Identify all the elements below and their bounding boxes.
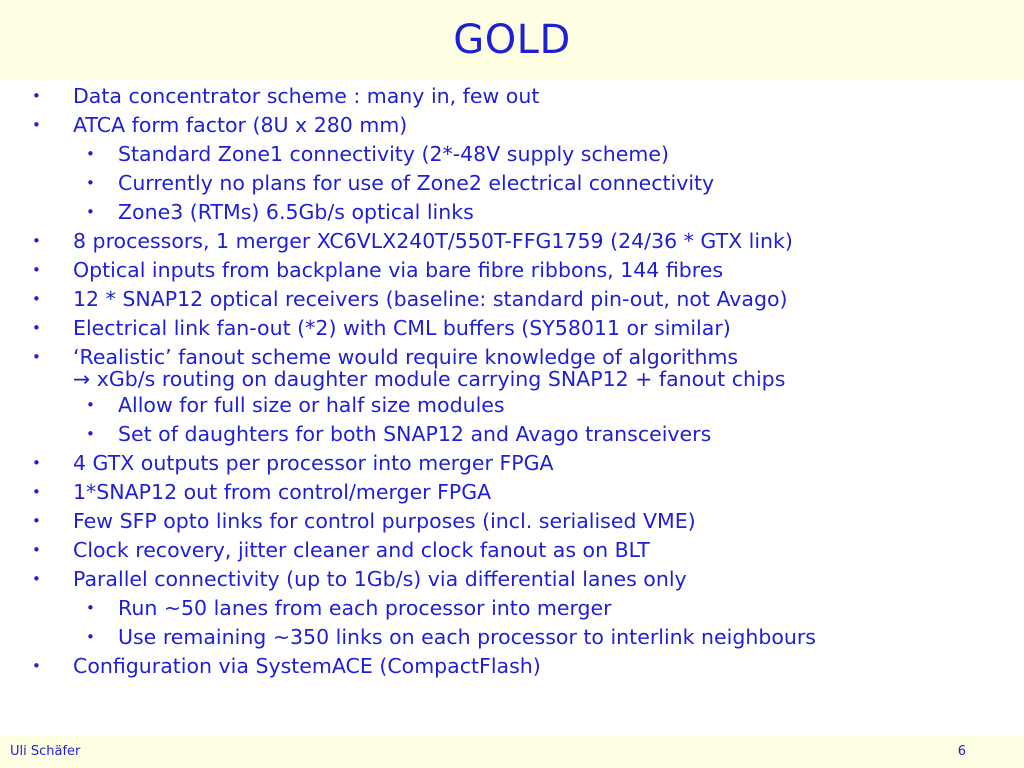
bullet-dot-icon: • bbox=[32, 454, 41, 472]
bullet-item bbox=[0, 82, 1024, 111]
bullet-dot-icon: • bbox=[32, 261, 41, 279]
bullet-dot-icon: • bbox=[32, 232, 41, 250]
bullet-dot-icon: • bbox=[32, 483, 41, 501]
bullet-dot-icon: • bbox=[32, 541, 41, 559]
bullet-item bbox=[0, 652, 1024, 681]
bullet-item bbox=[0, 343, 1024, 391]
bullet-list bbox=[0, 82, 1024, 681]
bullet-text: 12 * SNAP12 optical receivers (baseline: standard pin-out, not Avago) bbox=[73, 287, 788, 311]
sub-bullet-item bbox=[0, 391, 1024, 420]
bullet-text: Standard Zone1 connectivity (2*-48V supply scheme) bbox=[118, 142, 669, 166]
bullet-dot-icon: • bbox=[32, 290, 41, 308]
sub-bullet-item bbox=[0, 594, 1024, 623]
bullet-text: ‘Realistic’ fanout scheme would require knowledge of algorithms bbox=[73, 345, 739, 369]
bullet-text: 4 GTX outputs per processor into merger FPGA bbox=[73, 451, 554, 475]
bullet-item bbox=[0, 565, 1024, 594]
bullet-text: Data concentrator scheme : many in, few out bbox=[73, 84, 540, 108]
sub-bullet-item bbox=[0, 140, 1024, 169]
bullet-text: Allow for full size or half size modules bbox=[118, 393, 505, 417]
sub-bullet-item bbox=[0, 623, 1024, 652]
bullet-dot-icon: • bbox=[32, 116, 41, 134]
bullet-text: Optical inputs from backplane via bare fibre ribbons, 144 fibres bbox=[73, 258, 724, 282]
sub-bullet-item bbox=[0, 198, 1024, 227]
bullet-item bbox=[0, 227, 1024, 256]
bullet-text: Parallel connectivity (up to 1Gb/s) via differential lanes only bbox=[73, 567, 687, 591]
bullet-dot-icon: • bbox=[32, 319, 41, 337]
bullet-text: 1*SNAP12 out from control/merger FPGA bbox=[73, 480, 492, 504]
bullet-dot-icon: • bbox=[32, 348, 41, 366]
bullet-text: Currently no plans for use of Zone2 electrical connectivity bbox=[118, 171, 715, 195]
bullet-dot-icon: • bbox=[32, 87, 41, 105]
bullet-item bbox=[0, 111, 1024, 140]
footer-band bbox=[0, 736, 1024, 768]
bullet-text: ATCA form factor (8U x 280 mm) bbox=[73, 113, 408, 137]
bullet-dot-icon: • bbox=[32, 512, 41, 530]
bullet-continuation: → xGb/s routing on daughter module carrying SNAP12 + fanout chips bbox=[73, 367, 786, 391]
bullet-text: 8 processors, 1 merger XC6VLX240T/550T-FFG1759 (24/36 * GTX link) bbox=[73, 229, 793, 253]
bullet-text: Electrical link fan-out (*2) with CML buffers (SY58011 or similar) bbox=[73, 316, 731, 340]
bullet-item bbox=[0, 507, 1024, 536]
bullet-dot-icon: • bbox=[86, 396, 95, 414]
sub-bullet-item bbox=[0, 420, 1024, 449]
bullet-item bbox=[0, 536, 1024, 565]
bullet-dot-icon: • bbox=[32, 570, 41, 588]
bullet-dot-icon: • bbox=[86, 628, 95, 646]
bullet-text: Zone3 (RTMs) 6.5Gb/s optical links bbox=[118, 200, 474, 224]
bullet-text: Clock recovery, jitter cleaner and clock fanout as on BLT bbox=[73, 538, 650, 562]
bullet-dot-icon: • bbox=[86, 203, 95, 221]
bullet-text: Run ~50 lanes from each processor into merger bbox=[118, 596, 612, 620]
sub-bullet-item bbox=[0, 169, 1024, 198]
page-number: 6 bbox=[957, 744, 966, 759]
bullet-dot-icon: • bbox=[86, 425, 95, 443]
bullet-text: Set of daughters for both SNAP12 and Avago transceivers bbox=[118, 422, 712, 446]
footer-author: Uli Schäfer bbox=[10, 744, 81, 759]
bullet-text: Few SFP opto links for control purposes (incl. serialised VME) bbox=[73, 509, 696, 533]
bullet-item bbox=[0, 449, 1024, 478]
bullet-dot-icon: • bbox=[32, 657, 41, 675]
slide-title: GOLD bbox=[453, 17, 571, 63]
bullet-item bbox=[0, 285, 1024, 314]
bullet-item bbox=[0, 256, 1024, 285]
bullet-dot-icon: • bbox=[86, 599, 95, 617]
bullet-dot-icon: • bbox=[86, 145, 95, 163]
bullet-text: Use remaining ~350 links on each processor to interlink neighbours bbox=[118, 625, 816, 649]
bullet-item bbox=[0, 314, 1024, 343]
bullet-dot-icon: • bbox=[86, 174, 95, 192]
bullet-text: Configuration via SystemACE (CompactFlash) bbox=[73, 654, 541, 678]
bullet-item bbox=[0, 478, 1024, 507]
